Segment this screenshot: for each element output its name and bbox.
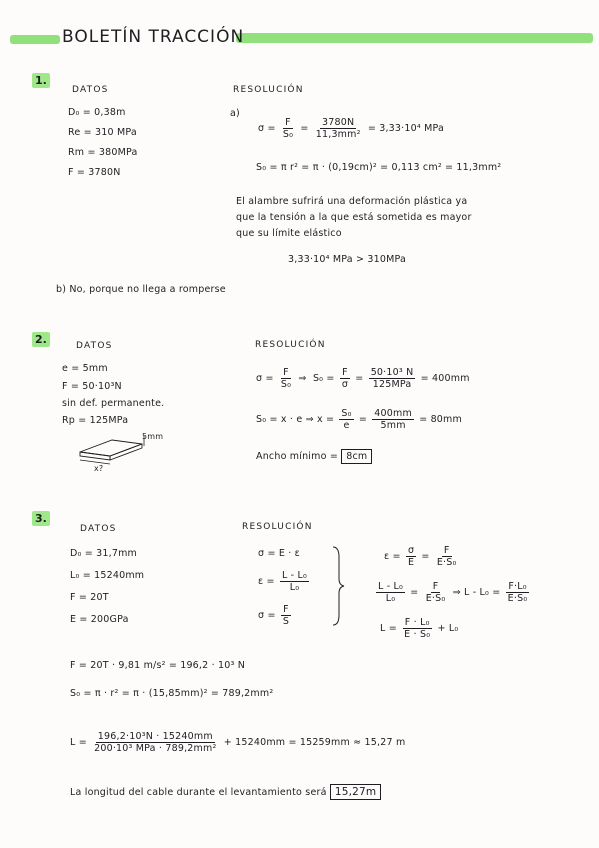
p3-sigma-e-eps: σ = E · ε (258, 548, 301, 559)
p1-sigma-eq: σ = $\frac{F}{\text{S₀}}$ = $\frac{3780N}{\text{11,3mm²}}$ = 3,33·10⁴ MPa (258, 117, 445, 140)
p2-sketch-dim-x: x? (94, 464, 104, 473)
p2-sigma-eq: σ = $\frac{F}{\text{S₀}}$ ⇒ S₀ = $\frac{F}{\sigma}$ = $\frac{\text{50·10³ N}}{\text{125MPa}}$ = 400mm (256, 367, 470, 390)
p1-so-eq: S₀ = π r² = π · (0,19cm)² = 0,113 cm² = 11,3mm² (256, 162, 502, 173)
p1-inequality: 3,33·10⁴ MPa > 310MPa (288, 254, 407, 265)
title-highlight-right (236, 33, 593, 43)
p2-resolucion-heading: RESOLUCIÓN (255, 340, 326, 350)
p2-datum-e: e = 5mm (62, 363, 108, 374)
p3-datum-e: E = 200GPa (70, 614, 129, 625)
p1-datum-re: Re = 310 MPa (68, 127, 137, 138)
p3-eps-derivation: ε = $\frac{\sigma}{E}$ = $\frac{F}{\text{E·S₀}}$ (384, 545, 457, 568)
page-title: BOLETÍN TRACCIÓN (62, 27, 245, 47)
p1-text-line1: El alambre sufrirá una deformación plástica ya (236, 196, 468, 207)
p2-datum-rp: Rp = 125MPa (62, 415, 129, 426)
p1-text-line3: que su límite elástico (236, 228, 342, 239)
problem-2-number: 2. (32, 332, 50, 347)
p2-sketch-dim-5mm: 5mm (142, 432, 164, 441)
p3-datos-heading: DATOS (80, 524, 117, 534)
p3-resolucion-heading: RESOLUCIÓN (242, 522, 313, 532)
p2-so-x-eq: S₀ = x · e ⇒ x = $\frac{\text{S₀}}{e}$ = $\frac{400mm}{5mm}$ = 80mm (256, 408, 462, 431)
p3-brace (330, 545, 346, 627)
p2-ancho-minimo: Ancho mínimo = 8cm (256, 451, 372, 462)
p1-resolucion-heading: RESOLUCIÓN (233, 85, 304, 95)
p1-part-a: a) (230, 108, 240, 119)
p1-datum-rm: Rm = 380MPa (68, 147, 138, 158)
p3-l-final-formula: L = $\frac{\text{F · L₀}}{\text{E · S₀}}$ + L₀ (380, 617, 459, 640)
p3-area-calc: S₀ = π · r² = π · (15,85mm)² = 789,2mm² (70, 688, 274, 699)
p3-answer-box: 15,27m (330, 784, 382, 800)
p3-force-calc: F = 20T · 9,81 m/s² = 196,2 · 10³ N (70, 660, 246, 671)
p2-datum-f: F = 50·10³N (62, 381, 122, 392)
p1-datum-f: F = 3780N (68, 167, 121, 178)
p3-conclusion: La longitud del cable durante el levantamiento será 15,27m (70, 786, 381, 798)
p3-sigma-fs: σ = $\frac{F}{S}$ (258, 604, 290, 627)
p3-length-calc: L = $\frac{\text{196,2·10³N · 15240mm}}{\text{200·10³ MPa · 789,2mm²}}$ + 15240mm = 15259mm ≈ 15,27 m (70, 731, 406, 754)
p3-l-derivation: $\frac{\text{L - L₀}}{\text{L₀}}$ = $\frac{F}{\text{E·S₀}}$ ⇒ L - L₀ = $\frac{\text{F·L₀}}{\text{E·S₀}}$ (378, 581, 528, 604)
p2-answer-box: 8cm (341, 449, 372, 464)
p2-datos-heading: DATOS (76, 341, 113, 351)
problem-3-number: 3. (32, 511, 50, 526)
p3-datum-d0: D₀ = 31,7mm (70, 548, 137, 559)
problem-1-number: 1. (32, 73, 50, 88)
p1-datum-d0: D₀ = 0,38m (68, 107, 126, 118)
p1-datos-heading: DATOS (72, 85, 109, 95)
p1-part-b: b) No, porque no llega a romperse (56, 284, 226, 295)
p3-datum-f: F = 20T (70, 592, 109, 603)
p3-datum-l0: L₀ = 15240mm (70, 570, 145, 581)
p3-eps-eq: ε = $\frac{\text{L - L₀}}{\text{L₀}}$ (258, 570, 308, 593)
p2-datum-sin-def: sin def. permanente. (62, 398, 165, 409)
title-highlight-left (10, 35, 60, 44)
p1-text-line2: que la tensión a la que está sometida es mayor (236, 212, 472, 223)
